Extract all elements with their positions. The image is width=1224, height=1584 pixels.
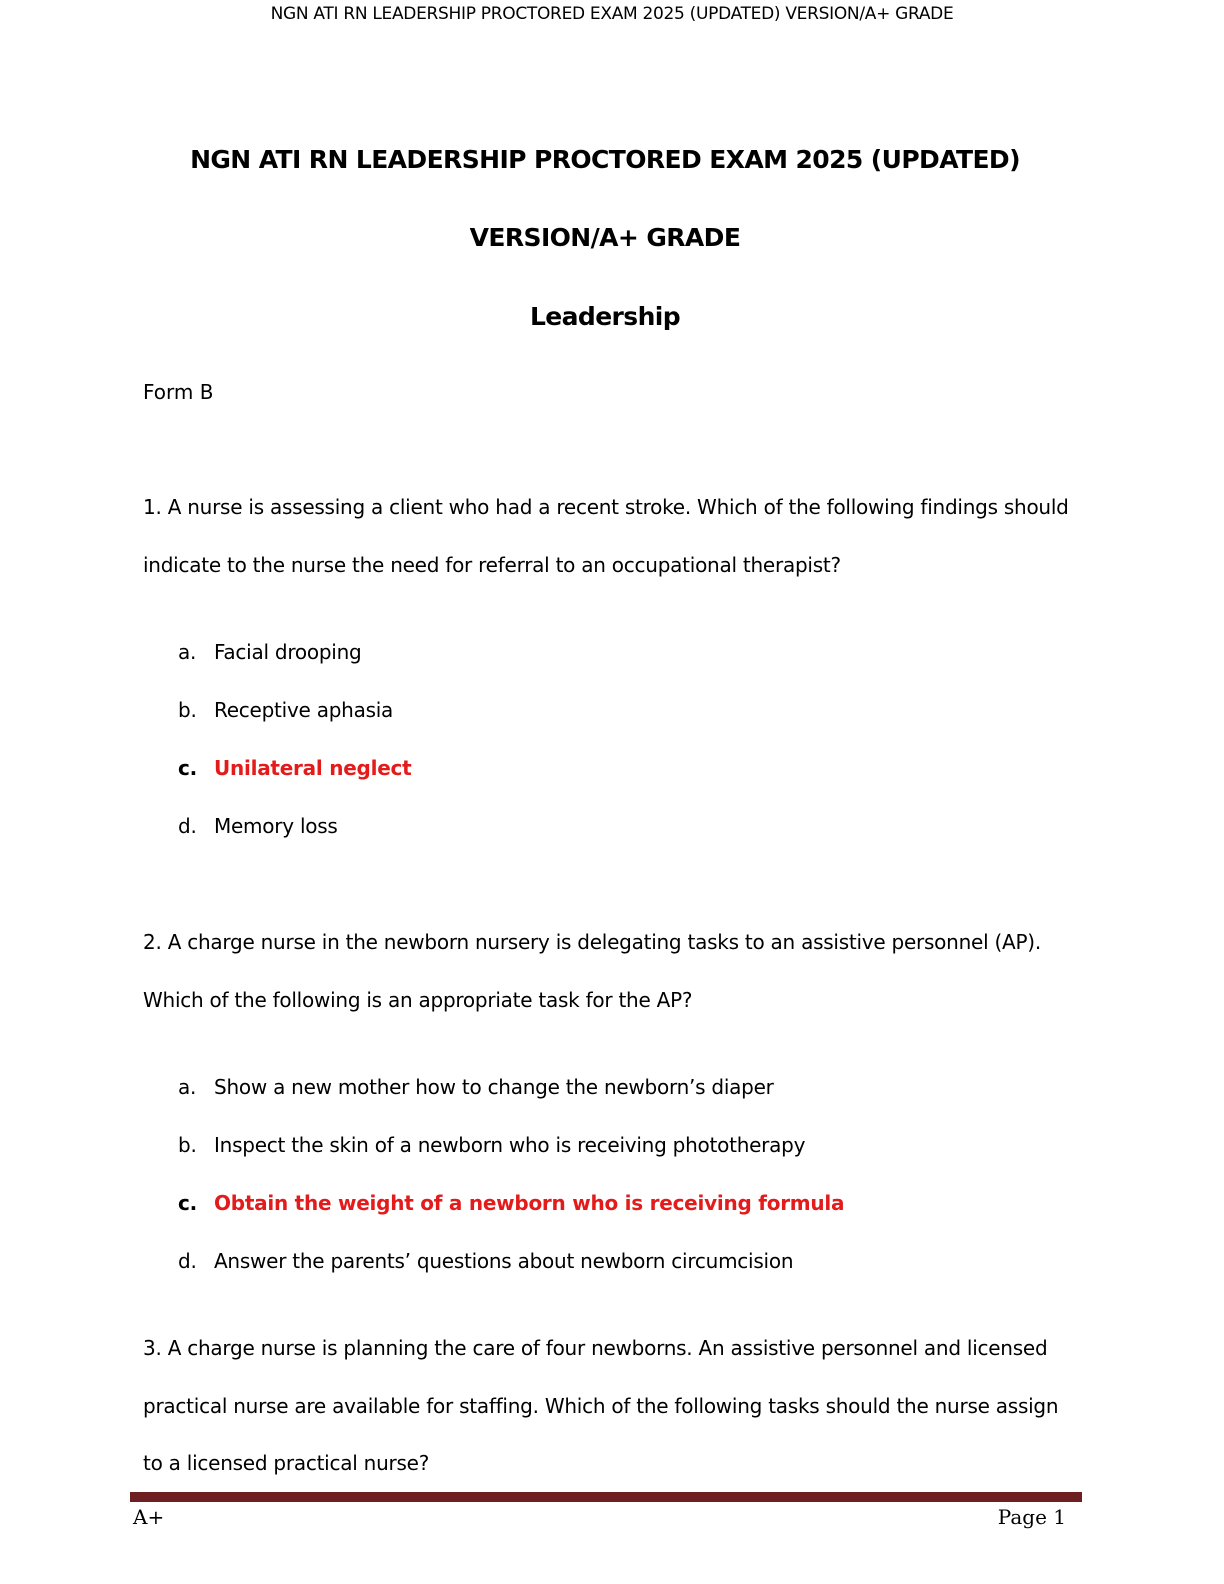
option-text: Receptive aphasia: [214, 698, 394, 722]
option-text: Memory loss: [214, 814, 338, 838]
option-letter: d.: [178, 814, 197, 838]
option-2b: [178, 1133, 844, 1191]
option-text: Facial drooping: [214, 640, 362, 664]
document-title-line1: NGN ATI RN LEADERSHIP PROCTORED EXAM 2025 (UPDATED): [190, 145, 1020, 174]
option-letter: a.: [178, 1075, 197, 1099]
option-text: Inspect the skin of a newborn who is receiving phototherapy: [214, 1133, 806, 1157]
option-text: Unilateral neglect: [214, 756, 412, 780]
option-text: Answer the parents’ questions about newborn circumcision: [214, 1249, 794, 1273]
option-text: Obtain the weight of a newborn who is receiving formula: [214, 1191, 845, 1215]
footer-grade: A+: [133, 1505, 165, 1529]
option-1a: [178, 640, 411, 698]
document-title-line2: VERSION/A+ GRADE: [469, 223, 741, 252]
option-1d: [178, 814, 411, 872]
subject-title: Leadership: [529, 302, 681, 331]
question-1-options: [178, 640, 411, 872]
option-letter: c.: [178, 756, 197, 780]
running-header: NGN ATI RN LEADERSHIP PROCTORED EXAM 2025 (UPDATED) VERSION/A+ GRADE: [270, 4, 954, 24]
question-2-text: 2. A charge nurse in the newborn nursery is delegating tasks to an assistive personnel (AP). Which of the following is an appropriate task for the AP?: [143, 930, 1041, 1012]
question-2-options: [178, 1075, 844, 1307]
option-letter: b.: [178, 698, 197, 722]
option-letter: c.: [178, 1191, 197, 1215]
question-1-text: 1. A nurse is assessing a client who had a recent stroke. Which of the following findings should indicate to the nurse the need for referral to an occupational therapist?: [143, 495, 1069, 577]
option-2a: [178, 1075, 844, 1133]
option-letter: a.: [178, 640, 197, 664]
footer-rule: [130, 1492, 1082, 1502]
option-text: Show a new mother how to change the newborn’s diaper: [214, 1075, 774, 1099]
option-1b: [178, 698, 411, 756]
form-label: Form B: [143, 380, 214, 404]
page-number: Page 1: [997, 1505, 1066, 1529]
option-letter: d.: [178, 1249, 197, 1273]
option-2c-correct-answer: [178, 1191, 844, 1249]
option-letter: b.: [178, 1133, 197, 1157]
option-2d: [178, 1249, 844, 1307]
question-3-text: 3. A charge nurse is planning the care of four newborns. An assistive personnel and licensed practical nurse are available for staffing. Which of the following tasks should the nurse assign to a licensed practical nurse?: [143, 1336, 1059, 1475]
option-1c-correct-answer: [178, 756, 411, 814]
